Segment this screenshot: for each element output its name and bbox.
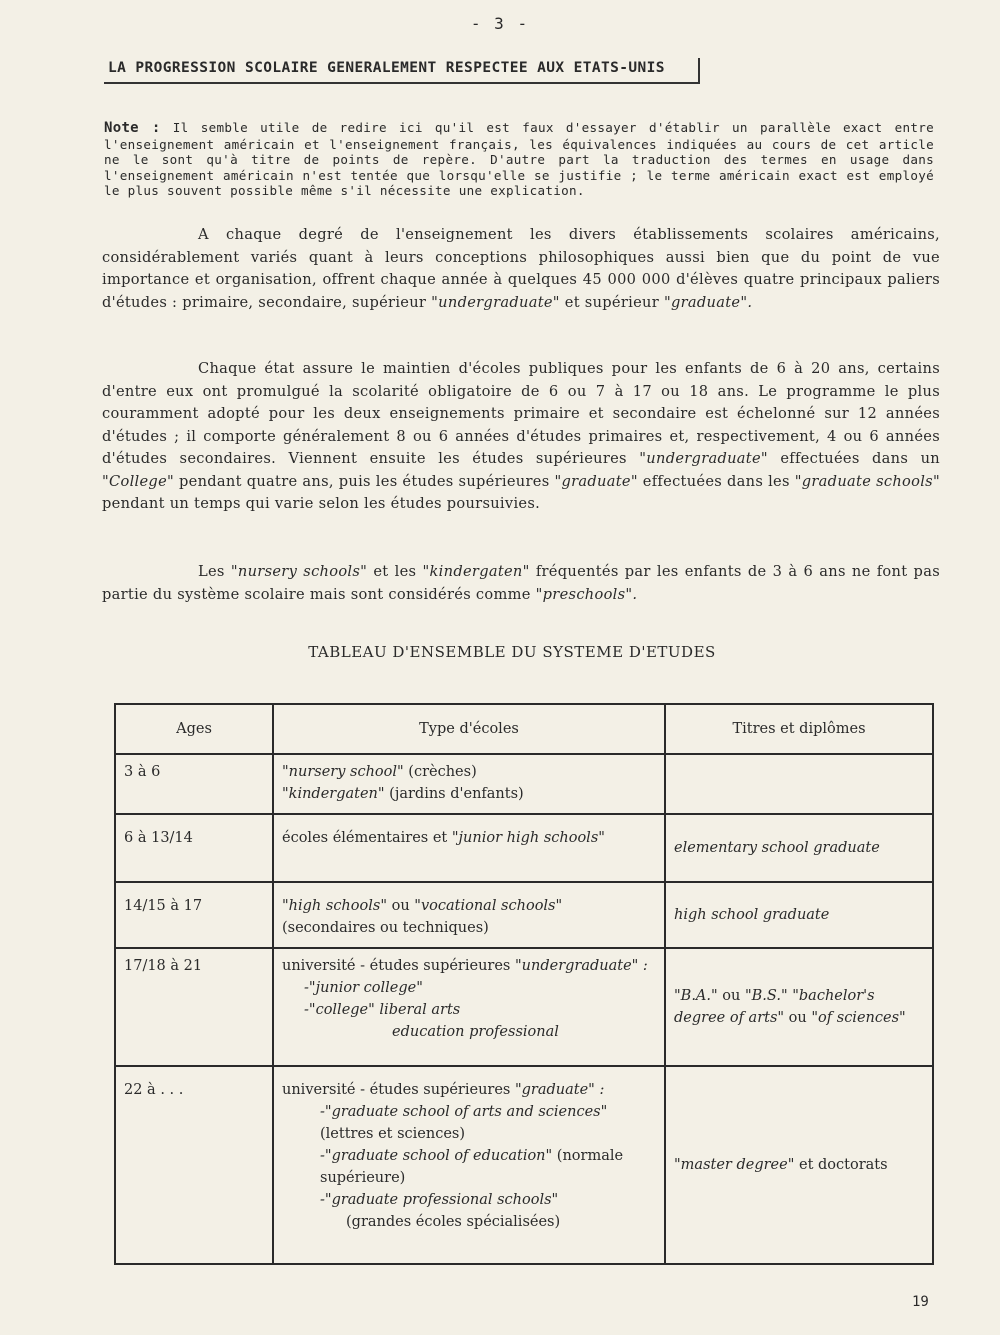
paragraph-2-text-3: pendant quatre ans, puis les études supérieures	[178, 472, 550, 490]
diploma-cell: elementary school graduate	[665, 814, 933, 882]
paragraph-2-text-1: Chaque état assure le maintien d'écoles publiques pour les enfants de 6 à 20 ans, certains d'entre eux ont promulgué la scolarité obligatoire de 6 ou 7 à 17 ou 18 ans. Le programme le plus couramment adopté pour les deux enseignements primaire et secondaire est échelonné sur 12 années d'études ; il comporte généralement 8 ou 6 années d'études primaires et, respectivement, 4 ou 6 années d'études secondaires. Viennent ensuite les études supérieures	[102, 360, 940, 467]
type-term: "high schools"	[282, 898, 387, 914]
age-cell: 17/18 à 21	[115, 948, 273, 1066]
type-cell	[273, 1066, 665, 1264]
diploma-term: "of sciences"	[811, 1010, 906, 1026]
type-term: "graduate" :	[514, 1082, 605, 1098]
type-text: écoles élémentaires et	[282, 830, 452, 846]
table-row	[115, 882, 933, 948]
note-text: Il semble utile de redire ici qu'il est faux d'essayer d'établir un parallèle exact entre l'enseignement américain et l'enseignement français, les équivalences indiquées au cours de cet article ne le sont qu'à titre de points de repère. D'autre part la traduction des termes en usage dans l'enseignement américain n'est tentée que lorsqu'elle se justifie ; le terme américain exact est employé le plus souvent possible même s'il nécessite une explication.	[104, 120, 934, 198]
type-cell	[273, 948, 665, 1066]
paragraph-3-text-1: Les	[198, 563, 225, 580]
paragraph-2-text-5: pendant un temps qui varie selon les études poursuivies.	[102, 495, 541, 512]
term-graduate: "graduate".	[663, 293, 753, 311]
type-term: "kindergaten"	[282, 786, 385, 802]
paragraph-2-text-2: effectuées dans un	[780, 450, 940, 467]
age-cell: 22 à . . .	[115, 1066, 273, 1264]
term-undergraduate: "undergraduate"	[639, 450, 768, 467]
type-text: ou	[386, 898, 415, 914]
table-row	[115, 754, 933, 814]
type-term: "nursery school"	[282, 764, 404, 780]
type-cell	[273, 814, 665, 882]
term-graduate-schools: "graduate schools"	[794, 472, 940, 490]
age-cell: 14/15 à 17	[115, 882, 273, 948]
type-gloss: (secondaires ou techniques)	[282, 920, 489, 936]
type-gloss: (crèches)	[403, 764, 477, 780]
page-number: - 3 -	[470, 14, 530, 33]
paragraph-2	[102, 358, 940, 516]
term-graduate: "graduate"	[554, 472, 638, 490]
table-row	[115, 948, 933, 1066]
type-term: "undergraduate" :	[514, 958, 648, 974]
diploma-cell	[665, 1066, 933, 1264]
type-term: "vocational schools"	[414, 898, 563, 914]
type-term: "junior high schools"	[451, 830, 605, 846]
diploma-term: "B.A."	[674, 988, 718, 1004]
diploma-text: ou	[784, 1010, 812, 1026]
education-system-table	[114, 703, 934, 1265]
note-label: Note :	[104, 120, 161, 136]
diploma-cell	[665, 948, 933, 1066]
paragraph-3	[102, 561, 940, 606]
sub-type: -"graduate school of arts and sciences"	[320, 1104, 608, 1120]
diploma-cell: high school graduate	[665, 882, 933, 948]
diploma-term: "B.S." "bachelor's degree of arts"	[674, 988, 875, 1026]
header-diplomas: Titres et diplômes	[665, 704, 933, 754]
type-gloss: (jardins d'enfants)	[384, 786, 524, 802]
note-paragraph	[104, 120, 934, 199]
type-text: université - études supérieures	[282, 958, 515, 974]
age-cell: 3 à 6	[115, 754, 273, 814]
paragraph-1-text: A chaque degré de l'enseignement les divers établissements scolaires américains, considérablement variés quant à leurs conceptions philosophiques aussi bien que du point de vue importance et organisation, offrent chaque année à quelques 45 000 000 d'élèves quatre principaux paliers d'études : primaire, secondaire, supérieur	[102, 226, 940, 311]
paragraph-3-text-2: et les	[373, 563, 417, 580]
paragraph-1	[102, 224, 940, 314]
table-row	[115, 814, 933, 882]
type-text: université - études supérieures	[282, 1082, 515, 1098]
term-college: "College"	[102, 472, 175, 490]
header-ages: Ages	[115, 704, 273, 754]
paragraph-1-mid: et supérieur	[564, 293, 660, 311]
age-cell: 6 à 13/14	[115, 814, 273, 882]
table-title: TABLEAU D'ENSEMBLE DU SYSTEME D'ETUDES	[308, 643, 716, 661]
diploma-text: et doctorats	[794, 1157, 888, 1173]
sub-type-gloss: (lettres et sciences)	[320, 1126, 466, 1142]
type-cell	[273, 754, 665, 814]
term-kindergaten: "kindergaten"	[422, 563, 530, 580]
type-cell	[273, 882, 665, 948]
term-preschools: "preschools".	[535, 585, 638, 603]
diploma-term: "master degree"	[674, 1157, 795, 1173]
sub-type: -"college" liberal arts	[304, 1002, 461, 1018]
sub-type: -"junior college"	[304, 980, 423, 996]
paragraph-2-text-4: effectuées dans les	[642, 472, 790, 490]
sub-type: -"graduate school of education"	[320, 1148, 553, 1164]
term-nursery-schools: "nursery schools"	[230, 563, 368, 580]
sub-type: -"graduate professional schools"	[320, 1192, 559, 1208]
diploma-cell	[665, 754, 933, 814]
table-header-row	[115, 704, 933, 754]
diploma-text: ou	[717, 988, 745, 1004]
folio-number: 19	[912, 1294, 929, 1310]
sub-type-gloss: (grandes écoles spécialisées)	[346, 1214, 561, 1230]
header-school-type: Type d'écoles	[273, 704, 665, 754]
paragraph-3-text-3: fréquentés par les enfants de 3 à 6 ans ne font pas partie du système scolaire mais sont considérés comme	[102, 563, 940, 603]
sub-type-gloss: (normale supérieure)	[320, 1148, 624, 1186]
term-undergraduate: "undergraduate"	[431, 293, 560, 311]
sub-type: education professional	[392, 1024, 559, 1040]
table-row	[115, 1066, 933, 1264]
section-heading: LA PROGRESSION SCOLAIRE GENERALEMENT RESPECTEE AUX ETATS-UNIS	[104, 58, 700, 84]
